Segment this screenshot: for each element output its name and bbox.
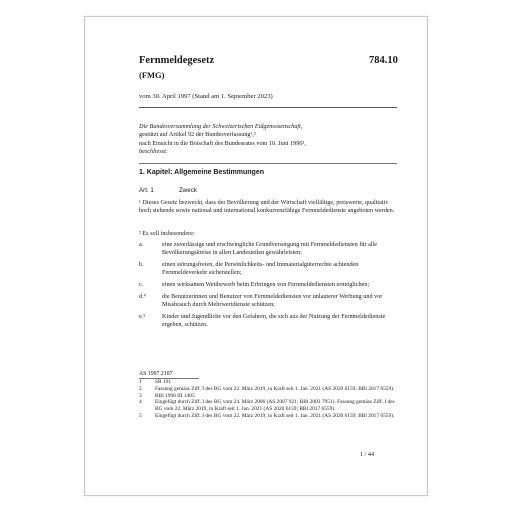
list-text: Kinder und Jugendliche vor den Gefahren, die sich aus der Nutzung der Fernmeldedienste ergeben, schützen.: [162, 313, 386, 329]
list-text: einen störungsfreien, die Persönlichkeits- und Immaterialgüterrechte achtenden Fernmeldeverkehr sicherstellen;: [162, 261, 359, 277]
paragraph-1: ¹ Dieses Gesetz bezweckt, dass der Bevölkerung und der Wirtschaft vielfältige, preiswerte, qualitativ hoch stehende sowie national und international konkurrenzfähige Fernmeldedienste angeboten werden.: [139, 199, 395, 215]
law-abbreviation: (FMG): [139, 70, 165, 80]
footnote: [139, 379, 397, 386]
law-title: Fernmeldegesetz: [139, 55, 215, 66]
footnote-text: BBl 1996 III 1405: [155, 392, 195, 399]
footnote-number: 1: [139, 379, 142, 385]
document-page: [84, 16, 428, 496]
list-item: [139, 241, 397, 258]
page-number: 1 / 44: [360, 451, 375, 458]
footnote-number: 5: [139, 412, 142, 419]
list-item: [139, 313, 397, 330]
list-marker: c.: [139, 281, 144, 289]
header-rule: [139, 107, 397, 108]
sr-number: 784.10: [369, 55, 398, 66]
footnote-number: 3: [139, 392, 142, 399]
list-item: [139, 261, 397, 278]
as-reference: AS 1997 2187: [139, 371, 173, 377]
ingress-line: nach Einsicht in die Botschaft des Bundesrates vom 10. Juni 1996³,: [139, 139, 306, 147]
list-text: eine zuverlässige und erschwingliche Grundversorgung mit Fernmeldediensten für alle Bevölkerungskreise in allen Landesteilen gewährleisten;: [162, 241, 378, 257]
ingress-line: beschliesst:: [139, 148, 168, 156]
footnote-text: SR 101: [155, 379, 172, 385]
footnote-text: Eingefügt durch Ziff. I des BG vom 24. März 2006 (AS 2007 921; BBl 2003 7951). Fassung gemäss Ziff. I des BG vom 22. März 2019, in Kraft seit 1. Jan. 2021 (AS 2020 6159; BBl 2017 6559).: [155, 399, 395, 413]
list-item: [139, 281, 397, 289]
article-label: Art. 1: [139, 187, 154, 194]
list-marker: a.: [139, 241, 144, 248]
paragraph-2: ² Es soll insbesondere:: [139, 230, 195, 237]
ingress-line: gestützt auf Artikel 92 der Bundesverfassung¹,²: [139, 131, 256, 139]
chapter-heading: 1. Kapitel: Allgemeine Bestimmungen: [139, 169, 264, 176]
list-marker: b.: [139, 261, 144, 269]
footnote-number: 2: [139, 385, 142, 392]
footnote-text: Fassung gemäss Ziff. I des BG vom 22. März 2019, in Kraft seit 1. Jan. 2021 (AS 2020 6159; BBl 2017 6559).: [155, 385, 395, 392]
list-text: einen wirksamen Wettbewerb beim Erbringen von Fernmeldediensten ermöglichen;: [162, 281, 370, 289]
footnote: [139, 386, 397, 393]
list-item: [139, 293, 397, 310]
footnotes: [139, 379, 397, 420]
date-line: vom 30. April 1997 (Stand am 1. September 2023): [139, 93, 273, 100]
footnote: [139, 413, 397, 420]
ingress-line: Die Bundesversammlung der Schweizerischen Eidgenossenschaft,: [139, 123, 303, 130]
list-marker: d.⁴: [139, 292, 146, 300]
list-marker: e.⁵: [139, 313, 146, 321]
chapter-rule: [139, 163, 397, 164]
footnote-text: Eingefügt durch Ziff. I des BG vom 22. März 2019, in Kraft seit 1. Jan. 2021 (AS 2020 6159; BBl 2017 6559).: [155, 412, 395, 419]
purpose-list: [139, 241, 397, 333]
article-heading: [139, 187, 197, 194]
list-text: die Benutzerinnen und Benutzer von Fernmeldediensten vor unlauterer Werbung und vor Missbrauch durch Mehrwertdienste schützen;: [162, 292, 383, 309]
footnote-number: 4: [139, 399, 142, 406]
footnote: [139, 399, 397, 413]
ingress: [139, 123, 399, 157]
article-title: Zweck: [179, 187, 197, 194]
